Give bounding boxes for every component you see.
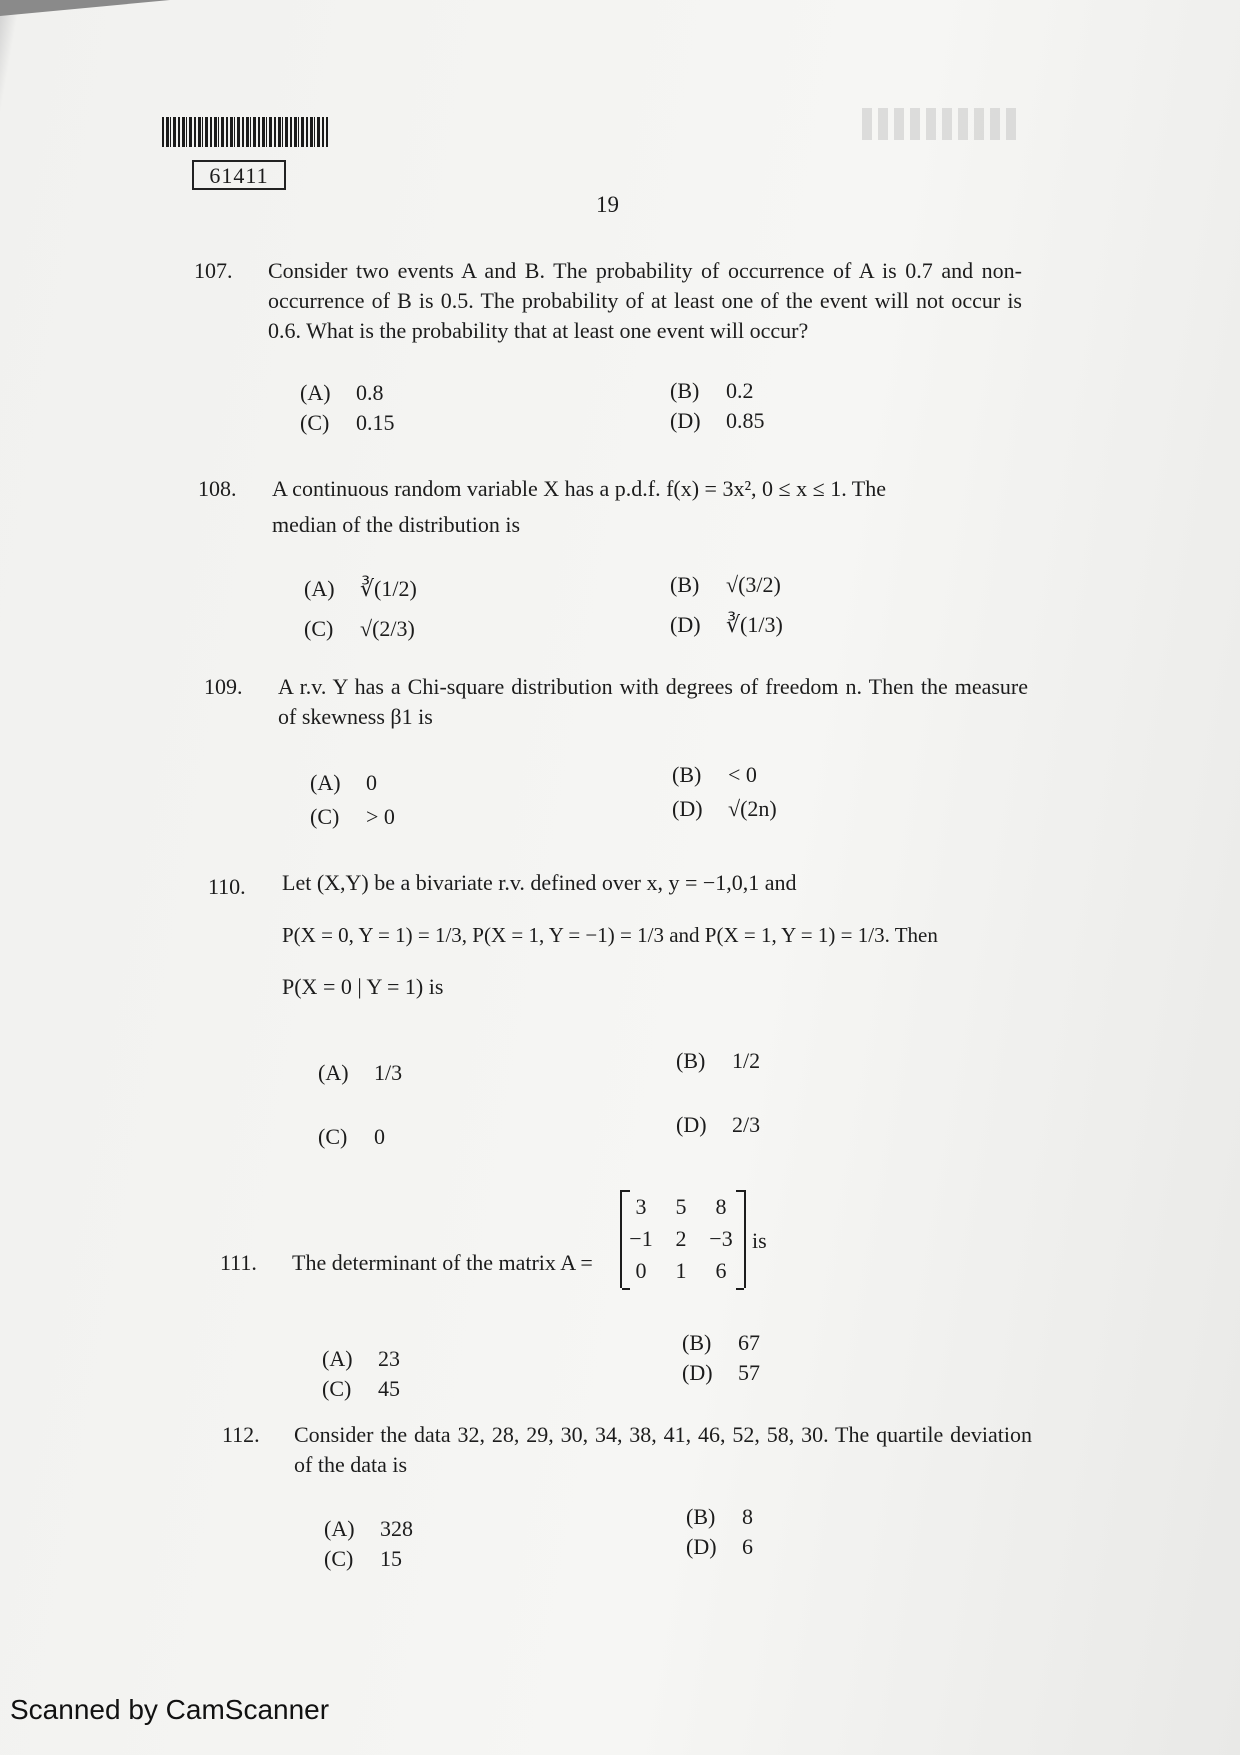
option-a[interactable]: (A) 23	[322, 1346, 400, 1371]
option-value: 328	[380, 1516, 413, 1541]
question-text-line2: P(X = 0, Y = 1) = 1/3, P(X = 1, Y = −1) = 1/3 and P(X = 1, Y = 1) = 1/3. Then	[282, 923, 938, 947]
matrix-cell: −1	[629, 1226, 653, 1251]
option-value: 23	[378, 1346, 400, 1371]
matrix-cell: 8	[715, 1194, 727, 1219]
option-value: √(2n)	[728, 796, 777, 821]
faint-stamp	[862, 108, 1018, 140]
option-c[interactable]: (C) 15	[324, 1546, 402, 1571]
matrix-cell: 5	[675, 1194, 687, 1219]
option-b[interactable]: (B) 0.2	[670, 378, 754, 403]
question-number: 112.	[222, 1422, 260, 1447]
option-c[interactable]: (C) √(2/3)	[304, 616, 415, 641]
option-d[interactable]: (D) 57	[682, 1360, 760, 1385]
question-number: 107.	[194, 258, 233, 283]
scanner-watermark: Scanned by CamScanner	[10, 1694, 330, 1725]
option-b[interactable]: (B) √(3/2)	[670, 572, 781, 597]
matrix-a	[620, 1190, 746, 1288]
matrix-cell: 3	[635, 1194, 647, 1219]
option-value: 0.2	[726, 378, 754, 403]
matrix-cell: 0	[635, 1258, 647, 1283]
question-text-suffix: is	[752, 1228, 767, 1253]
paper-code: 61411	[192, 160, 286, 190]
option-value: > 0	[366, 804, 395, 829]
question-number: 111.	[220, 1250, 257, 1275]
page-number: 19	[596, 192, 619, 217]
question-text: Consider the data 32, 28, 29, 30, 34, 38, 41, 46, 52, 58, 30. The quartile deviation of the data is	[294, 1422, 1032, 1477]
option-value: 0.15	[356, 410, 395, 435]
option-value: 0	[366, 770, 377, 795]
question-text: Consider two events A and B. The probability of occurrence of A is 0.7 and non-occurrence of B is 0.5. The probability of at least one of the event will not occur is 0.6. What is the probability that at least one event will occur?	[268, 258, 1022, 343]
option-value: ∛(1/3)	[726, 612, 783, 637]
question-text: The determinant of the matrix A =	[292, 1250, 593, 1275]
option-b[interactable]: (B) 1/2	[676, 1048, 761, 1073]
option-value: ∛(1/2)	[360, 576, 417, 601]
question-number: 110.	[208, 874, 246, 899]
question-text-line3: P(X = 0 | Y = 1) is	[282, 974, 444, 999]
option-value: 1/3	[374, 1060, 403, 1085]
option-b[interactable]: (B) 67	[682, 1330, 760, 1355]
option-d[interactable]: (D) 0.85	[670, 408, 765, 433]
option-d[interactable]: (D) √(2n)	[672, 796, 777, 821]
scan-corner	[0, 0, 170, 16]
question-number: 108.	[198, 476, 237, 501]
barcode	[162, 117, 328, 147]
question-number: 109.	[204, 674, 243, 699]
option-value: √(2/3)	[360, 616, 415, 641]
option-value: 57	[738, 1360, 760, 1385]
option-value: 0.8	[356, 380, 384, 405]
option-value: 1/2	[732, 1048, 761, 1073]
option-a[interactable]: (A) 1/3	[318, 1060, 403, 1085]
option-value: 6	[742, 1534, 753, 1559]
option-value: 0.85	[726, 408, 765, 433]
option-value: 15	[380, 1546, 402, 1571]
option-c[interactable]: (C) > 0	[310, 804, 395, 829]
question-text-line1: A continuous random variable X has a p.d.f. f(x) = 3x², 0 ≤ x ≤ 1. The	[272, 476, 887, 501]
matrix-cell: 6	[715, 1258, 727, 1283]
option-value: 8	[742, 1504, 753, 1529]
option-value: 45	[378, 1376, 400, 1401]
question-text-line1: Let (X,Y) be a bivariate r.v. defined over x, y = −1,0,1 and	[282, 870, 797, 895]
option-c[interactable]: (C) 0.15	[300, 410, 395, 435]
option-c[interactable]: (C) 0	[318, 1124, 385, 1149]
option-value: 2/3	[732, 1112, 761, 1137]
option-value: 0	[374, 1124, 385, 1149]
option-a[interactable]: (A) ∛(1/2)	[304, 576, 417, 601]
option-a[interactable]: (A) 0.8	[300, 380, 384, 405]
option-d[interactable]: (D) ∛(1/3)	[670, 612, 783, 637]
matrix-cell: −3	[709, 1226, 733, 1251]
question-text-line2: median of the distribution is	[272, 512, 521, 537]
option-value: √(3/2)	[726, 572, 781, 597]
option-a[interactable]: (A) 0	[310, 770, 377, 795]
matrix-cell: 1	[675, 1258, 687, 1283]
option-b[interactable]: (B) 8	[686, 1504, 753, 1529]
option-a[interactable]: (A) 328	[324, 1516, 413, 1541]
option-b[interactable]: (B) < 0	[672, 762, 757, 787]
matrix-cell: 2	[675, 1226, 687, 1251]
question-text: A r.v. Y has a Chi-square distribution with degrees of freedom n. Then the measure of skewness β1 is	[278, 674, 1028, 729]
option-value: < 0	[728, 762, 757, 787]
option-value: 67	[738, 1330, 760, 1355]
option-d[interactable]: (D) 2/3	[676, 1112, 761, 1137]
option-d[interactable]: (D) 6	[686, 1534, 753, 1559]
option-c[interactable]: (C) 45	[322, 1376, 400, 1401]
